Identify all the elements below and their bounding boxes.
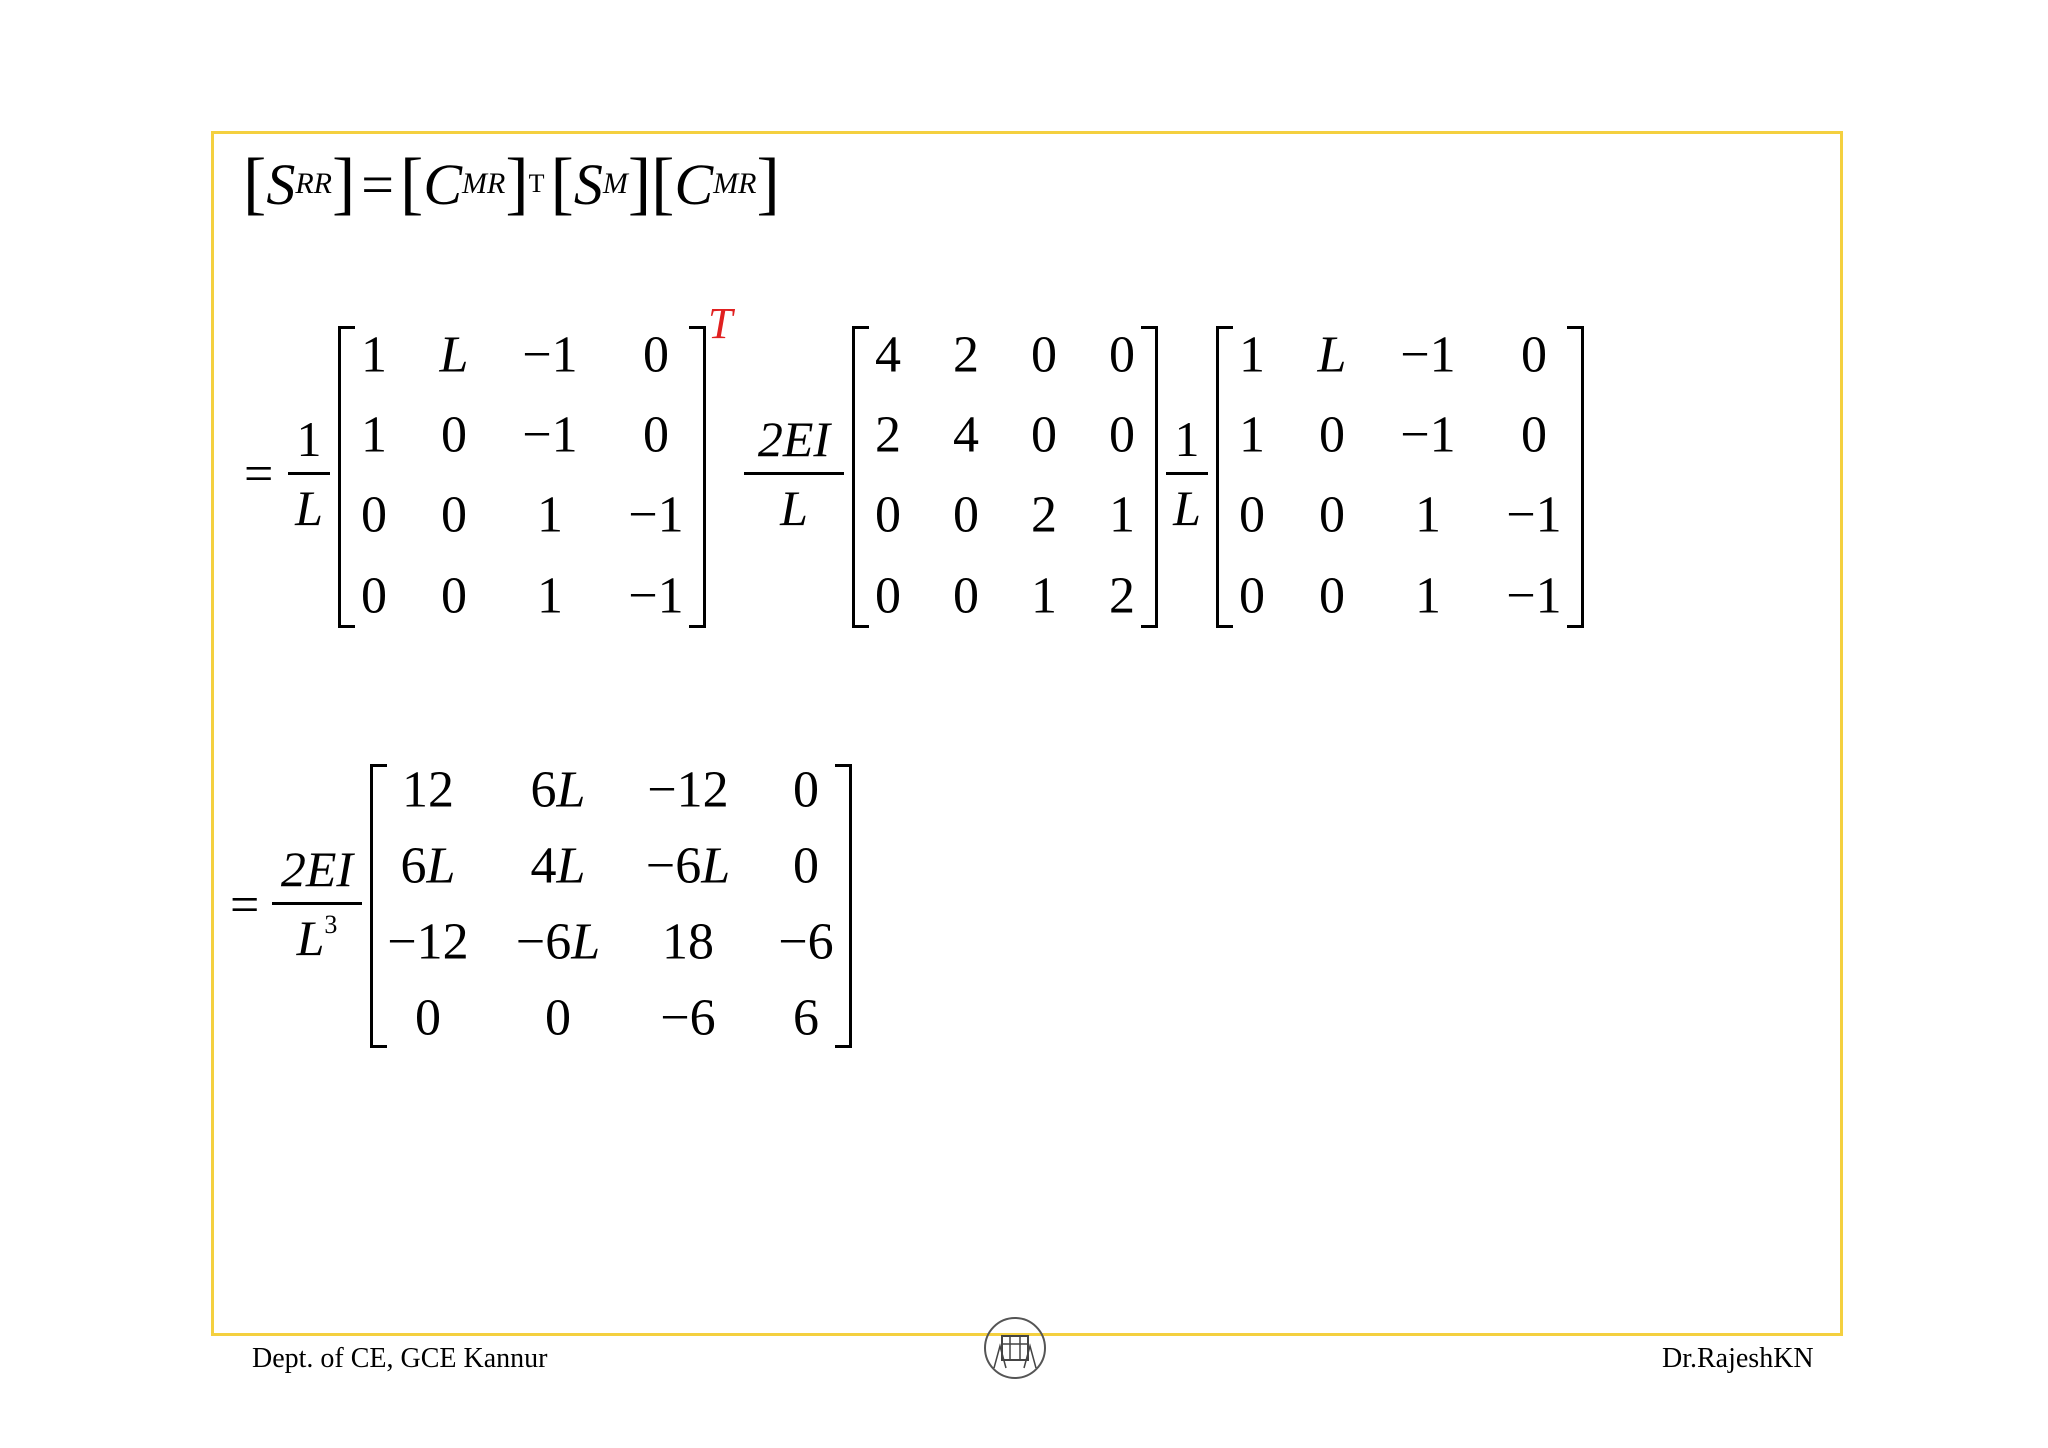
matrix-cell: 6 — [793, 989, 819, 1047]
matrix-cell: −6 — [660, 989, 716, 1047]
matrix-cmr-2 — [1216, 326, 1584, 628]
matrix-sm — [852, 326, 1158, 628]
matrix-cell: 0 — [875, 486, 901, 544]
matrix-cell: 0 — [1239, 486, 1265, 544]
matrix-cell: 1 — [361, 326, 387, 384]
fraction-one-over-l-2: 1 L — [1166, 410, 1208, 537]
matrix-cell: −1 — [522, 406, 578, 464]
fraction-2ei-over-l: 2EI L — [744, 410, 844, 537]
footer-department: Dept. of CE, GCE Kannur — [252, 1343, 548, 1374]
fraction-2ei-over-l-cubed: 2EI $L^3$ — [272, 840, 362, 967]
matrix-cell: 2 — [1109, 567, 1135, 625]
matrix-cell: 0 — [441, 567, 467, 625]
matrix-cell: −1 — [628, 486, 684, 544]
matrix-cell: 4 — [953, 406, 979, 464]
college-logo-icon — [980, 1306, 1050, 1390]
matrix-cell: 1 — [1031, 567, 1057, 625]
matrix-cell: 0 — [1319, 567, 1345, 625]
matrix-result — [370, 761, 852, 1048]
matrix-cell: −1 — [1400, 326, 1456, 384]
matrix-cell: 6L — [530, 761, 586, 819]
matrix-cell: 0 — [1109, 406, 1135, 464]
transpose-mark: T — [708, 299, 733, 348]
matrix-cell: −1 — [1506, 567, 1562, 625]
matrix-cell: 0 — [793, 837, 819, 895]
matrix-cell: L — [1317, 326, 1347, 384]
matrix-cell: 0 — [953, 486, 979, 544]
matrix-cell: 1 — [361, 406, 387, 464]
matrix-cell: 1 — [537, 486, 563, 544]
matrix-cell: −1 — [1400, 406, 1456, 464]
matrix-cell: 0 — [643, 406, 669, 464]
matrix-cell: −1 — [522, 326, 578, 384]
matrix-cell: −6L — [645, 837, 731, 895]
matrix-cell: 1 — [1415, 567, 1441, 625]
matrix-cell: 0 — [1521, 406, 1547, 464]
matrix-cell: 1 — [1239, 326, 1265, 384]
matrix-cell: 0 — [1521, 326, 1547, 384]
fraction-one-over-l: 1 L — [288, 410, 330, 537]
footer-author: Dr.RajeshKN — [1662, 1343, 1814, 1374]
matrix-cell: 1 — [1109, 486, 1135, 544]
matrix-cell: 4L — [530, 837, 586, 895]
matrix-cell: −6 — [778, 913, 834, 971]
slide-frame — [211, 131, 1843, 1336]
matrix-cell: 0 — [441, 406, 467, 464]
matrix-cell: 2 — [1031, 486, 1057, 544]
matrix-cell: 0 — [441, 486, 467, 544]
matrix-cell: 0 — [1031, 326, 1057, 384]
matrix-cell: 0 — [1031, 406, 1057, 464]
matrix-cell: 0 — [415, 989, 441, 1047]
matrix-cell: −1 — [1506, 486, 1562, 544]
matrix-cell: 6L — [400, 837, 456, 895]
matrix-cell: 1 — [1415, 486, 1441, 544]
matrix-cell: −6L — [515, 913, 601, 971]
matrix-cell: 1 — [1239, 406, 1265, 464]
matrix-cell: 0 — [1319, 486, 1345, 544]
matrix-cell: 0 — [361, 486, 387, 544]
equals-sign: = — [244, 446, 274, 503]
matrix-cell: L — [439, 326, 469, 384]
matrix-cell: 0 — [875, 567, 901, 625]
matrix-cell: 2 — [953, 326, 979, 384]
matrix-cell: 0 — [1109, 326, 1135, 384]
matrix-cell: 4 — [875, 326, 901, 384]
equation-stiffness-definition: [ S RR ] = [ C MR ] T [ S M ] [ C MR ] — [243, 145, 780, 222]
matrix-cell: 2 — [875, 406, 901, 464]
matrix-cell: −12 — [647, 761, 729, 819]
matrix-cell: 0 — [1319, 406, 1345, 464]
matrix-cell: −12 — [387, 913, 469, 971]
matrix-cell: 0 — [953, 567, 979, 625]
matrix-cell: 0 — [643, 326, 669, 384]
matrix-cell: −1 — [628, 567, 684, 625]
matrix-cell: 0 — [1239, 567, 1265, 625]
matrix-cmr — [338, 326, 706, 628]
matrix-cell: 12 — [402, 761, 454, 819]
matrix-cell: 1 — [537, 567, 563, 625]
matrix-cell: 18 — [662, 913, 714, 971]
matrix-cell: 0 — [361, 567, 387, 625]
matrix-cell: 0 — [793, 761, 819, 819]
equals-sign-2: = — [230, 877, 260, 934]
matrix-cell: 0 — [545, 989, 571, 1047]
